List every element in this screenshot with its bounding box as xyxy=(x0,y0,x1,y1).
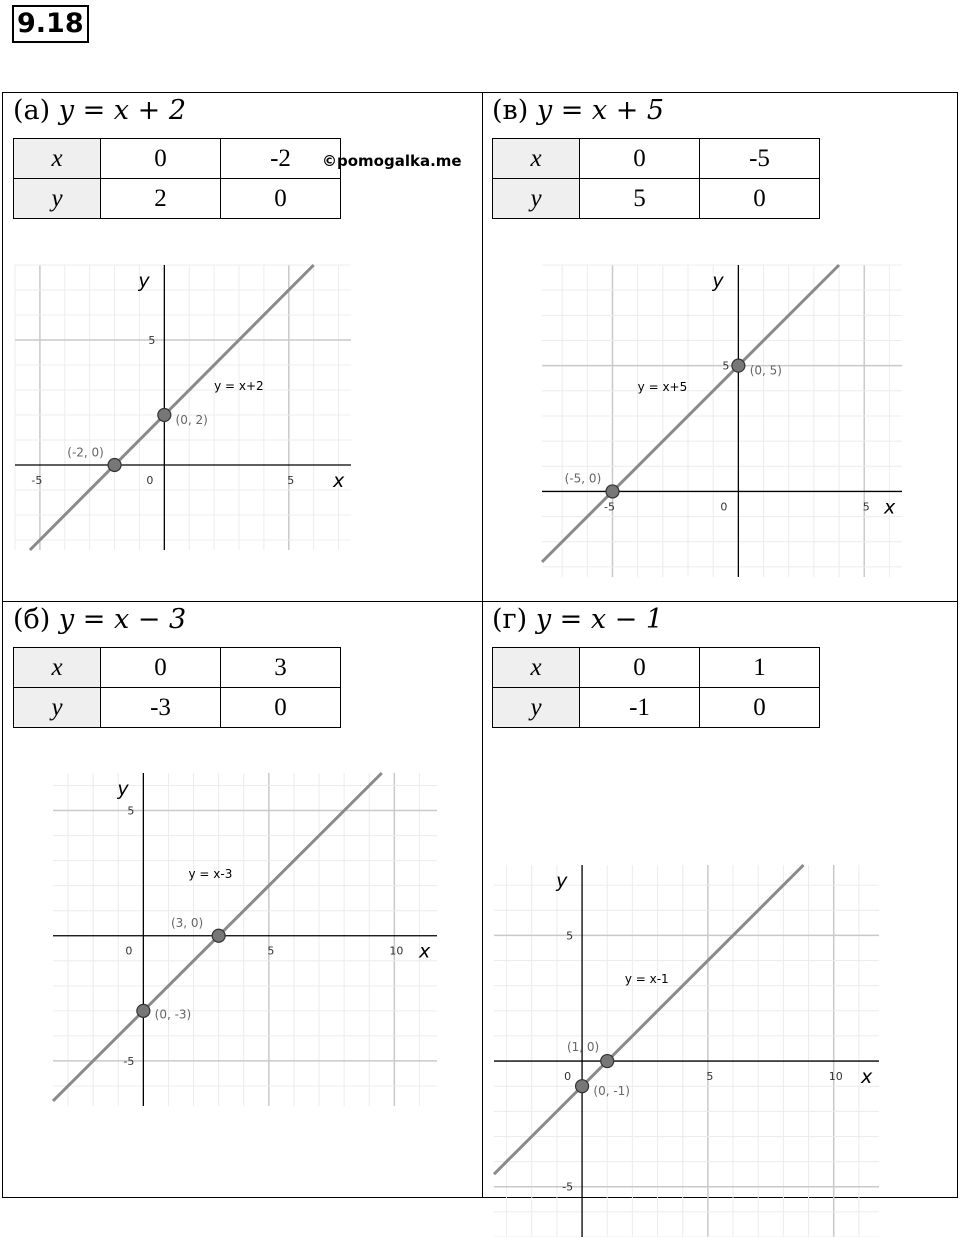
panel-equation: y = x − 3 xyxy=(58,604,187,635)
function-line xyxy=(30,265,314,550)
table-cell: -1 xyxy=(580,688,700,728)
data-point xyxy=(601,1055,614,1068)
value-table xyxy=(492,138,820,219)
graph xyxy=(53,773,437,1106)
table-header-y: y xyxy=(14,688,101,728)
panel-title xyxy=(13,604,186,635)
data-point xyxy=(732,359,745,372)
y-axis-label: y xyxy=(556,870,568,892)
y-tick-label: -5 xyxy=(123,1054,135,1068)
table-cell: -2 xyxy=(221,139,341,179)
panel-title xyxy=(492,604,663,635)
table-cell: 0 xyxy=(700,688,820,728)
panel-b xyxy=(3,602,482,1198)
table-cell: 0 xyxy=(580,648,700,688)
x-axis-label: x xyxy=(884,496,896,519)
x-tick-label: 5 xyxy=(267,944,275,958)
data-point-label: (-2, 0) xyxy=(67,445,104,460)
panel-label: (в) xyxy=(492,95,529,126)
x-axis-label: x xyxy=(861,1066,873,1089)
x-tick-label: -5 xyxy=(31,474,43,487)
panel-g xyxy=(482,602,959,1198)
table-cell: 5 xyxy=(580,179,700,219)
panel-equation: y = x + 5 xyxy=(536,95,665,126)
data-point xyxy=(137,1004,150,1017)
origin-label: 0 xyxy=(125,944,133,958)
panel-title xyxy=(13,95,186,126)
table-header-x: x xyxy=(493,648,580,688)
table-header-y: y xyxy=(493,688,580,728)
origin-label: 0 xyxy=(720,500,728,514)
data-point xyxy=(212,929,225,942)
table-cell: -3 xyxy=(101,688,221,728)
panel-label: (а) xyxy=(13,95,51,126)
table-cell: 3 xyxy=(221,648,341,688)
function-line-label: y = x+2 xyxy=(214,379,264,393)
table-header-x: x xyxy=(493,139,580,179)
table-row xyxy=(493,139,820,179)
y-tick-label: 5 xyxy=(722,359,730,373)
x-axis-label: x xyxy=(419,940,431,963)
value-table xyxy=(13,647,341,728)
table-row xyxy=(493,648,820,688)
y-tick-label: 5 xyxy=(148,334,156,347)
function-line-label: y = x-3 xyxy=(188,867,233,882)
table-cell: 2 xyxy=(101,179,221,219)
table-row xyxy=(14,688,341,728)
panel-label: (б) xyxy=(13,604,51,635)
function-line xyxy=(542,265,839,562)
table-row xyxy=(14,139,341,179)
table-row xyxy=(493,179,820,219)
table-cell: 0 xyxy=(580,139,700,179)
table-cell: 0 xyxy=(221,688,341,728)
x-tick-label: 10 xyxy=(389,944,404,958)
function-line xyxy=(494,865,804,1174)
function-line-label: y = x-1 xyxy=(624,972,669,987)
table-row xyxy=(14,648,341,688)
data-point xyxy=(108,459,121,472)
panel-v xyxy=(482,93,959,601)
table-cell: 1 xyxy=(700,648,820,688)
table-row xyxy=(493,688,820,728)
data-point xyxy=(576,1080,589,1093)
table-header-x: x xyxy=(14,139,101,179)
table-cell: -5 xyxy=(700,139,820,179)
y-tick-label: -5 xyxy=(562,1180,574,1194)
panel-grid xyxy=(2,92,958,1198)
y-axis-label: y xyxy=(138,270,150,292)
exercise-number: 9.18 xyxy=(12,5,89,43)
data-point-label: (-5, 0) xyxy=(564,471,602,486)
data-point xyxy=(158,409,171,422)
panel-label: (г) xyxy=(492,604,528,635)
table-row xyxy=(14,179,341,219)
data-point xyxy=(606,485,619,498)
value-table xyxy=(13,138,341,219)
y-tick-label: 5 xyxy=(127,804,135,818)
graph xyxy=(542,265,902,577)
function-line-label: y = x+5 xyxy=(637,379,688,394)
data-point-label: (1, 0) xyxy=(566,1040,600,1054)
table-header-y: y xyxy=(14,179,101,219)
data-point-label: (0, -3) xyxy=(154,1007,192,1022)
y-axis-label: y xyxy=(117,778,129,800)
x-axis-label: x xyxy=(333,470,345,492)
y-axis-label: y xyxy=(712,270,724,292)
table-header-y: y xyxy=(493,179,580,219)
value-table xyxy=(492,647,820,728)
panel-title xyxy=(492,95,664,126)
x-tick-label: 5 xyxy=(287,474,295,487)
watermark: ©pomogalka.me xyxy=(322,152,462,170)
table-cell: 0 xyxy=(700,179,820,219)
data-point-label: (3, 0) xyxy=(170,915,204,930)
data-point-label: (0, 5) xyxy=(749,363,782,378)
panel-equation: y = x + 2 xyxy=(58,95,187,126)
y-tick-label: 5 xyxy=(566,929,574,943)
table-header-x: x xyxy=(14,648,101,688)
x-tick-label: -5 xyxy=(604,500,615,514)
x-tick-label: 5 xyxy=(862,500,870,514)
x-tick-label: 10 xyxy=(828,1070,843,1084)
table-cell: 0 xyxy=(101,648,221,688)
graph xyxy=(494,865,879,1237)
graph xyxy=(15,265,351,550)
panel-equation: y = x − 1 xyxy=(535,604,664,635)
x-tick-label: 5 xyxy=(706,1070,714,1084)
table-cell: 0 xyxy=(221,179,341,219)
origin-label: 0 xyxy=(146,474,154,487)
data-point-label: (0, -1) xyxy=(593,1083,630,1098)
origin-label: 0 xyxy=(564,1070,572,1084)
data-point-label: (0, 2) xyxy=(175,412,208,427)
table-cell: 0 xyxy=(101,139,221,179)
